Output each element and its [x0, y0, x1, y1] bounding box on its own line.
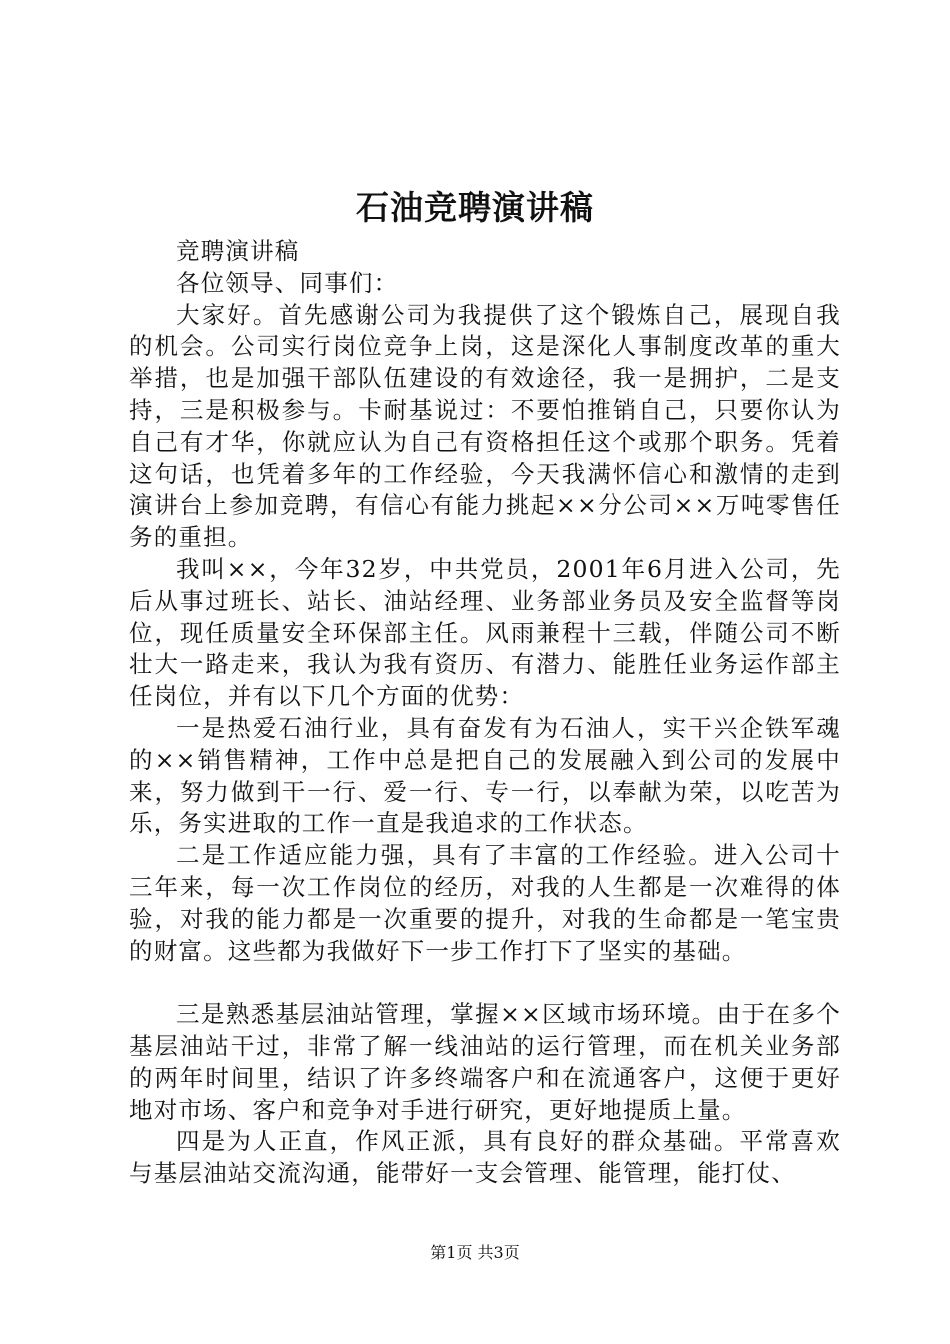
- paragraph-intro: 大家好。首先感谢公司为我提供了这个锻炼自己，展现自我的机会。公司实行岗位竞争上岗，这是深化人事制度改革的重大举措，也是加强干部队伍建设的有效途径，我一是拥护，二是支持，三是积极参与。卡耐基说过：不要怕推销自己，只要你认为自己有才华，你就应认为自己有资格担任这个或那个职务。凭着这句话，也凭着多年的工作经验，今天我满怀信心和激情的走到演讲台上参加竞聘，有信心有能力挑起××分公司××万吨零售任务的重担。: [129, 300, 841, 552]
- paragraph-salutation: 各位领导、同事们：: [176, 268, 399, 297]
- paragraph-advantage-two: 二是工作适应能力强，具有了丰富的工作经验。进入公司十三年来，每一次工作岗位的经历，对我的人生都是一次难得的体验，对我的能力都是一次重要的提升，对我的生命都是一笔宝贵的财富。这些都为我做好下一步工作打下了坚实的基础。: [129, 841, 841, 965]
- paragraph-advantage-three: 三是熟悉基层油站管理，掌握××区域市场环境。由于在多个基层油站干过，非常了解一线油站的运行管理，而在机关业务部的两年时间里，结识了许多终端客户和在流通客户，这便于更好地对市场、客户和竞争对手进行研究，更好地提质上量。: [129, 1000, 841, 1124]
- paragraph-advantage-one: 一是热爱石油行业，具有奋发有为石油人，实干兴企铁军魂的××销售精神，工作中总是把自己的发展融入到公司的发展中来，努力做到干一行、爱一行、专一行，以奉献为荣，以吃苦为乐，务实进取的工作一直是我追求的工作状态。: [129, 713, 841, 838]
- document-title: 石油竞聘演讲稿: [356, 188, 594, 227]
- paragraph-advantage-four: 四是为人正直，作风正派，具有良好的群众基础。平常喜欢与基层油站交流沟通，能带好一支会管理、能管理，能打仗、: [129, 1127, 841, 1188]
- page-footer: 第1页 共3页: [430, 1243, 520, 1262]
- paragraph-spacer: [129, 967, 841, 999]
- paragraph-background: 我叫××，今年32岁，中共党员，2001年6月进入公司，先后从事过班长、站长、油站经理、业务部业务员及安全监督等岗位，现任质量安全环保部主任。风雨兼程十三载，伴随公司不断壮大一路走来，我认为我有资历、有潜力、能胜任业务运作部主任岗位，并有以下几个方面的优势：: [129, 554, 841, 711]
- paragraph-heading: 竞聘演讲稿: [176, 237, 300, 265]
- document-body: [129, 236, 841, 1190]
